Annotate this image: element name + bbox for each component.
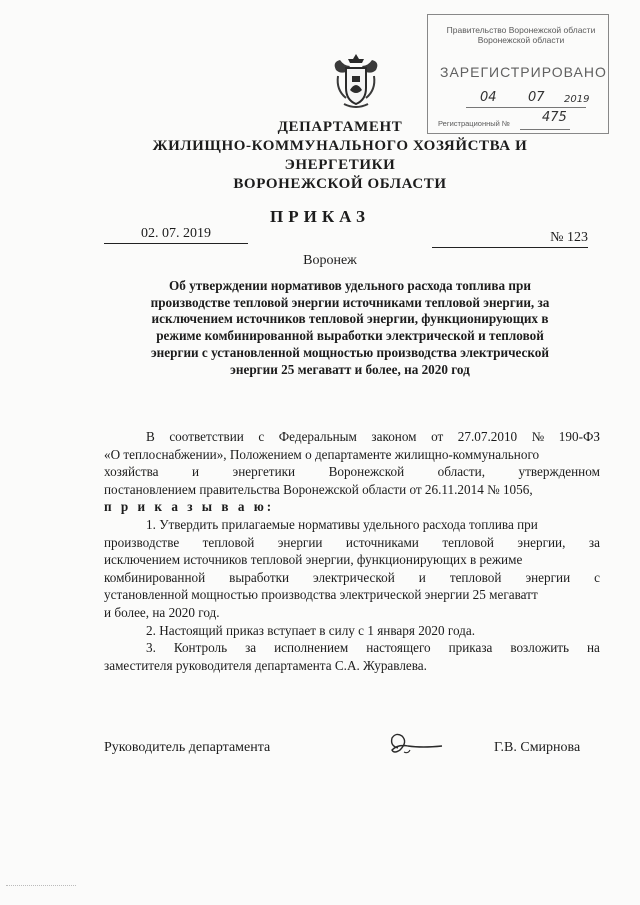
text-line [104, 604, 600, 622]
text-line [104, 463, 600, 481]
word: на [586, 640, 600, 656]
item-2: 2. Настоящий приказ вступает в силу с 1 января 2020 года. [146, 622, 476, 638]
word: энергии, [517, 534, 566, 550]
word: Федеральным [278, 429, 357, 444]
word: электрической [313, 569, 395, 585]
word: исполнением [274, 640, 349, 656]
word: и более, на 2020 год. [104, 604, 220, 620]
signature-name: Г.В. Смирнова [494, 740, 581, 755]
word: энергии [277, 534, 323, 550]
signature-role: Руководитель департамента [104, 740, 271, 755]
text-line [104, 428, 600, 446]
word: приказа [448, 640, 493, 656]
order-city: Воронеж [303, 253, 357, 268]
text-line [104, 446, 600, 464]
text-line [104, 639, 600, 657]
item-1 [104, 516, 600, 622]
text-line [104, 657, 600, 675]
order-date: 02. 07. 2019 [104, 226, 248, 244]
word: за [588, 534, 600, 550]
word: № [531, 429, 545, 444]
word: с [594, 569, 600, 585]
word: энергии [525, 569, 571, 585]
department-header: ДЕПАРТАМЕНТ ЖИЛИЩНО-КОММУНАЛЬНОГО ХОЗЯЙСТВА И ЭНЕРГЕТИКИ ВОРОНЕЖСКОЙ ОБЛАСТИ [152, 119, 528, 192]
text-line [104, 481, 600, 499]
stamp-registered: ЗАРЕГИСТРИРОВАНО [440, 64, 607, 80]
word: области, [437, 464, 486, 480]
word: утвержденном [518, 464, 600, 480]
word: 3. [146, 640, 156, 656]
stamp-regnum-label: Регистрационный № [438, 119, 510, 128]
word: комбинированной [104, 569, 206, 585]
word: тепловой [449, 569, 502, 585]
stamp-regnum-value: 475 [542, 110, 567, 125]
word: законом [371, 429, 417, 444]
word: заместителя руководителя департамента С.А. Журавлева. [104, 657, 427, 673]
stamp-date-month: 07 [528, 90, 545, 105]
word: от [431, 429, 444, 444]
order-number: № 123 [432, 230, 588, 248]
word: энергетики [232, 464, 296, 480]
word: с [258, 429, 265, 444]
word: 27.07.2010 [457, 429, 518, 444]
text-line [104, 551, 600, 569]
item-3 [104, 639, 600, 674]
stamp-date-day: 04 [480, 90, 497, 105]
word: постановлением правительства Воронежской области от 26.11.2014 № 1056, [104, 481, 533, 497]
word: В [146, 429, 155, 444]
word: и [418, 569, 426, 585]
word: «О теплоснабжении», Положением о департаменте жилищно-коммунального [104, 446, 540, 462]
registration-stamp [427, 14, 609, 134]
order-body [104, 428, 600, 674]
word: Воронежской [328, 464, 405, 480]
stamp-org: Правительство Воронежской области Воронежской области [446, 25, 596, 45]
word: тепловой [442, 534, 494, 550]
order-subject: Об утверждении нормативов удельного расхода топлива при производстве тепловой энергии источниками тепловой энергии, за исключением источников тепловой энергии, функционирующих в режиме комбинированной выработки электрической и тепловой энергии с установленной мощностью производства электрической энергии 25 мегаватт и более, на 2020 год [150, 278, 550, 377]
word: Контроль [173, 640, 228, 656]
word: 190-ФЗ [558, 429, 600, 444]
text-line [104, 569, 600, 587]
word: производстве [104, 534, 180, 550]
word: соответствии [169, 429, 244, 444]
word: исключением источников тепловой энергии, функционирующих в режиме [104, 552, 523, 568]
text-line [104, 534, 600, 552]
word: источниками [345, 534, 419, 550]
word: настоящего [366, 640, 431, 656]
word: тепловой [202, 534, 255, 550]
word: и [192, 464, 200, 480]
handwritten-signature [384, 728, 446, 764]
word: 1. Утвердить прилагаемые нормативы удельного расхода топлива при [146, 516, 538, 532]
word: хозяйства [104, 464, 159, 480]
text-line [104, 586, 600, 604]
coat-of-arms-icon [330, 50, 382, 112]
word: установленной мощностью производства электрической энергии 25 мегаватт [104, 587, 538, 603]
order-title: ПРИКАЗ [270, 207, 370, 226]
stamp-date-year: 2019 [564, 94, 590, 105]
word: выработки [229, 569, 290, 585]
word: за [245, 640, 257, 656]
text-line [104, 516, 600, 534]
orders-word: п р и к а з ы в а ю: [104, 499, 275, 515]
word: возложить [510, 640, 570, 656]
intro-paragraph [104, 428, 600, 498]
